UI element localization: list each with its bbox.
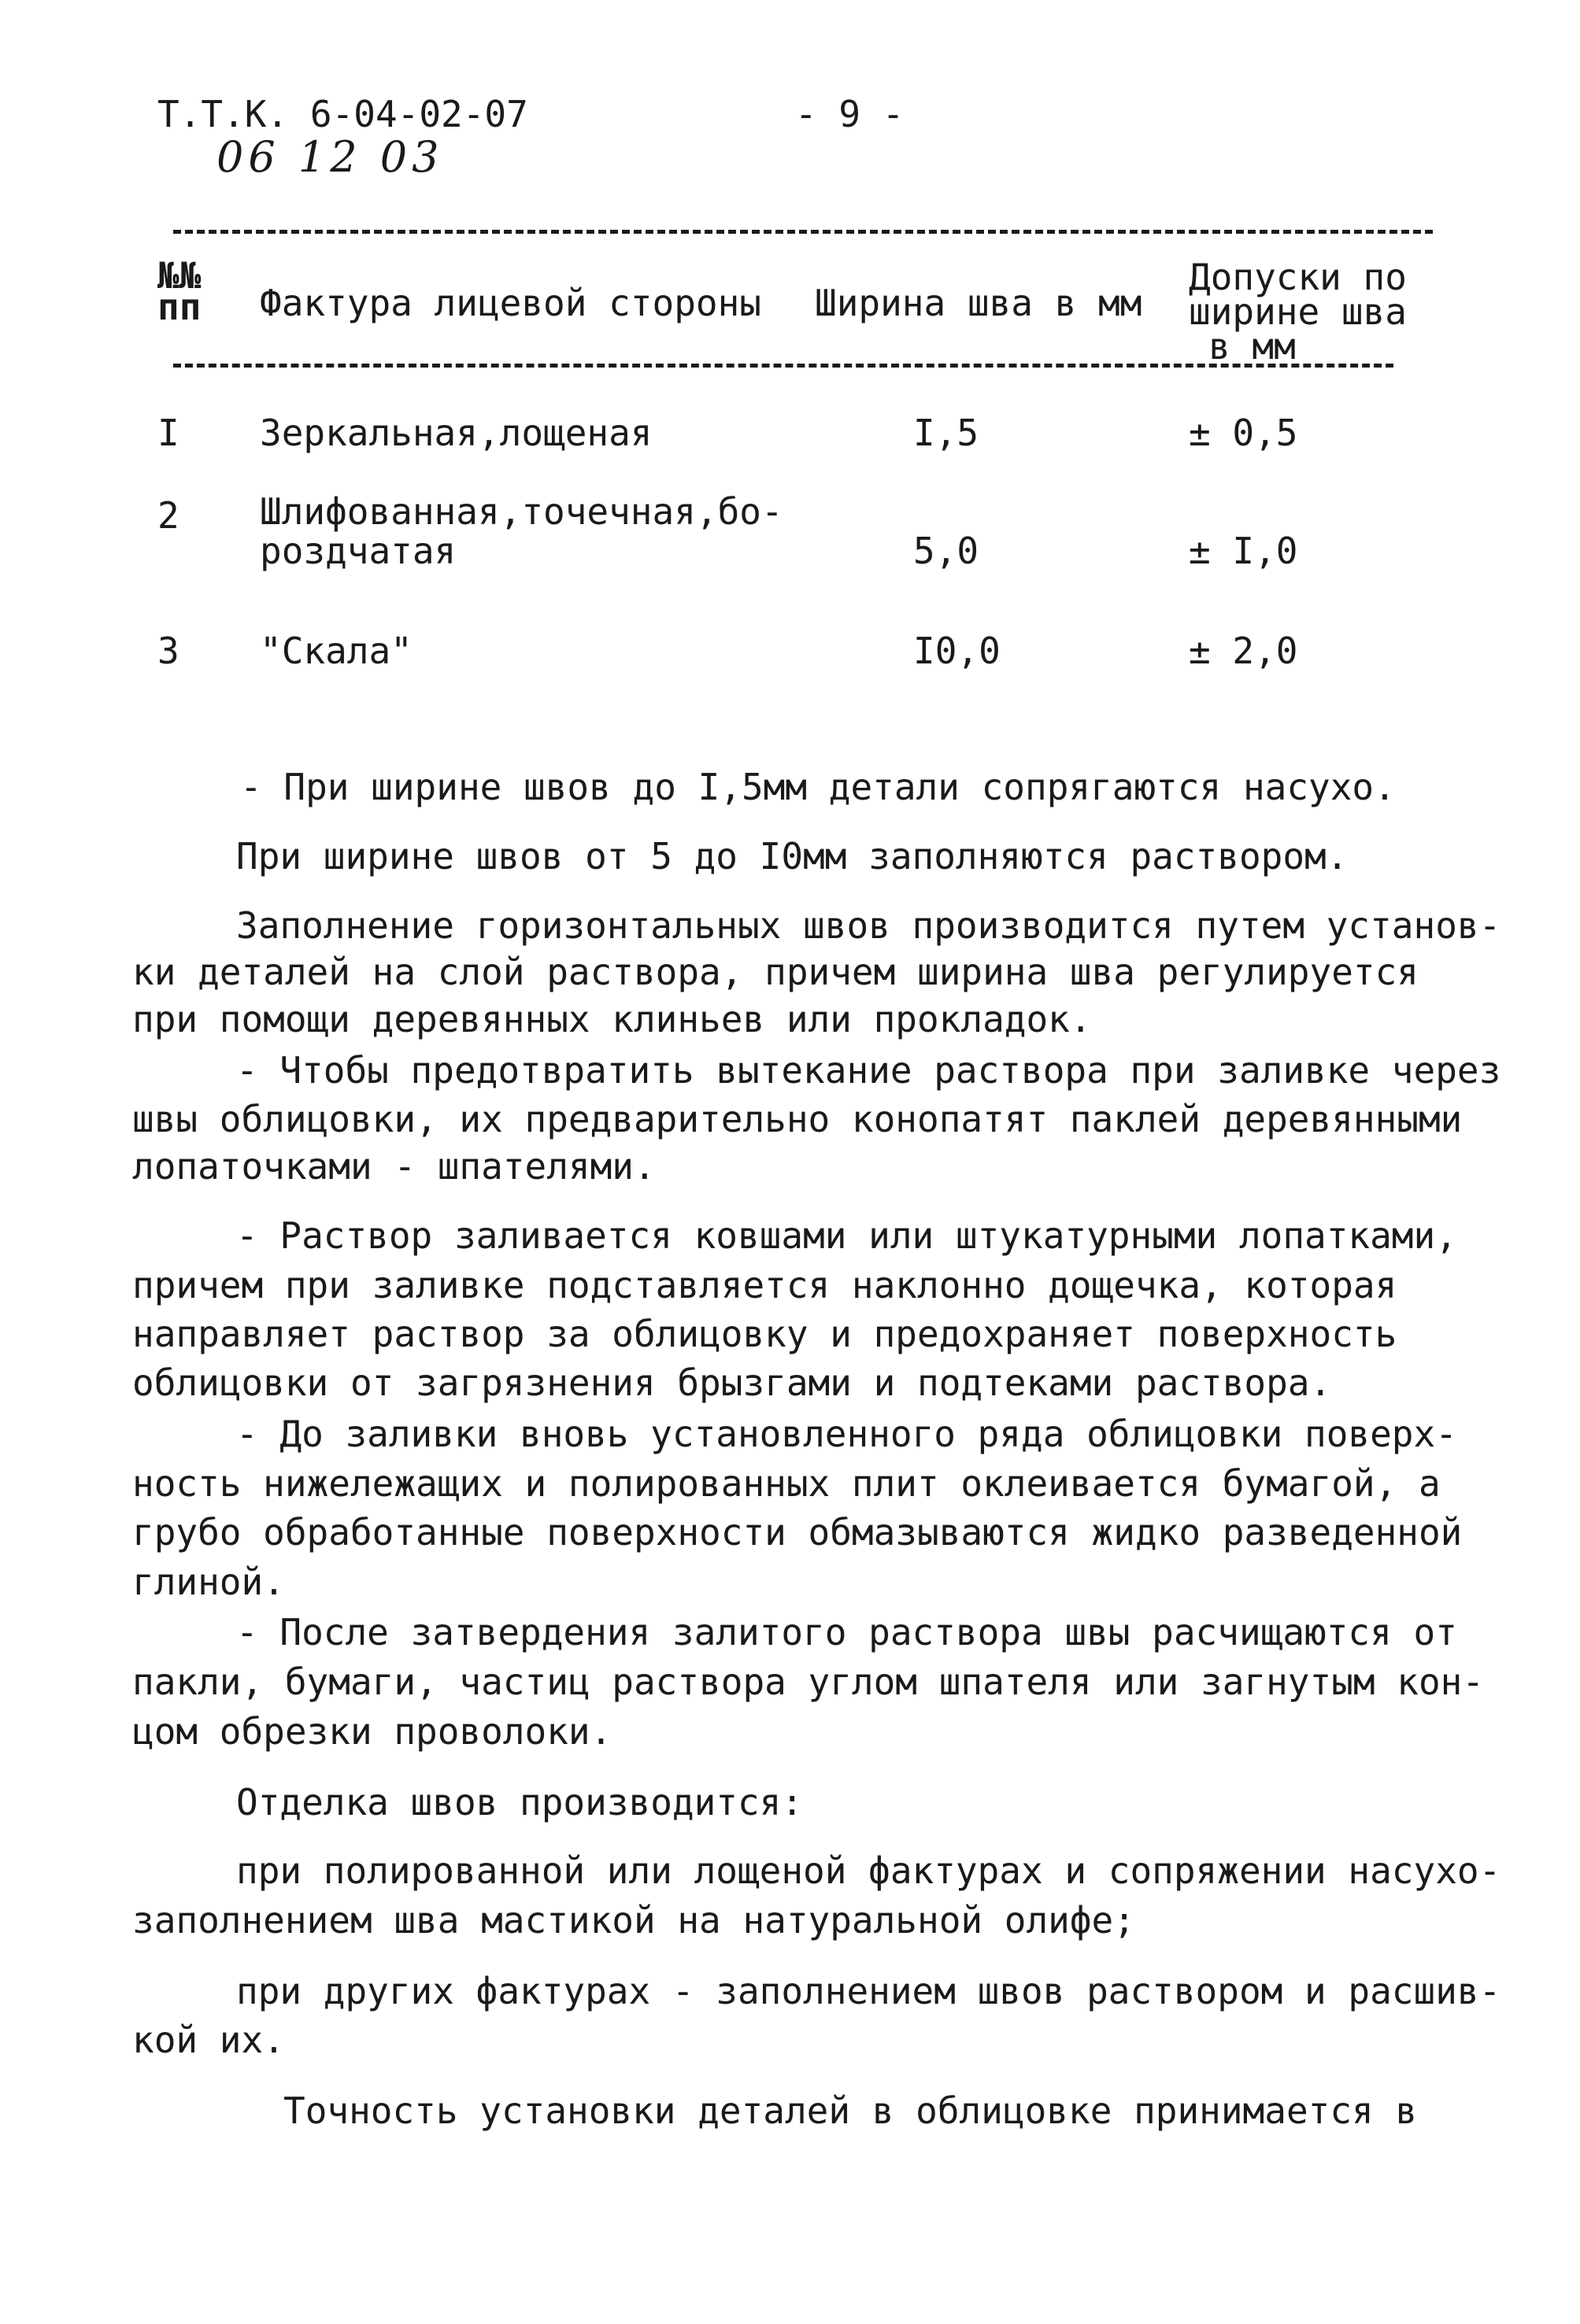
body-line: облицовки от загрязнения брызгами и подтеками раствора. — [132, 1362, 1332, 1404]
row-tolerance: ± 0,5 — [1189, 412, 1298, 454]
row-number: 3 — [157, 630, 179, 672]
document-code: Т.Т.К. 6-04-02-07 — [157, 93, 528, 135]
row-width: I0,0 — [913, 630, 1001, 672]
body-line: причем при заливке подставляется наклонно дощечка, которая — [132, 1264, 1397, 1306]
header-num: №№ пп — [157, 254, 202, 328]
body-line: швы облицовки, их предварительно конопатят паклей деревянными — [132, 1098, 1463, 1140]
body-line: пакли, бумаги, частиц раствора углом шпателя или загнутым кон- — [132, 1661, 1485, 1703]
body-line: ки деталей на слой раствора, причем ширина шва регулируется — [132, 951, 1419, 993]
body-line: направляет раствор за облицовку и предохраняет поверхность — [132, 1313, 1397, 1355]
row-number: I — [157, 412, 179, 454]
body-line: при полированной или лощеной фактурах и сопряжении насухо- — [236, 1849, 1501, 1892]
row-texture: Шлифованная,точечная,бо- роздчатая — [260, 490, 783, 572]
body-line: заполнением шва мастикой на натуральной олифе; — [132, 1899, 1135, 1942]
row-tolerance: ± I,0 — [1189, 530, 1298, 572]
body-line: при других фактурах - заполнением швов раствором и расшив- — [236, 1970, 1501, 2012]
body-line: При ширине швов от 5 до I0мм заполняются раствором. — [236, 835, 1349, 878]
row-width: I,5 — [913, 412, 979, 454]
body-line: цом обрезки проволоки. — [132, 1710, 612, 1753]
body-line: Заполнение горизонтальных швов производится путем установ- — [236, 904, 1501, 947]
row-texture: Зеркальная,лощеная — [260, 412, 653, 454]
row-texture: "Скала" — [260, 630, 413, 672]
body-line: кой их. — [132, 2019, 285, 2061]
row-tolerance: ± 2,0 — [1189, 630, 1298, 672]
body-line: - Чтобы предотвратить вытекание раствора при заливке через — [236, 1049, 1501, 1092]
row-number: 2 — [157, 494, 179, 537]
body-line: глиной. — [132, 1561, 285, 1603]
header-texture: Фактура лицевой стороны — [260, 282, 761, 324]
handwritten-code: 06 12 03 — [216, 132, 444, 182]
body-line: - До заливки вновь установленного ряда облицовки поверх- — [236, 1413, 1457, 1455]
body-line: - Раствор заливается ковшами или штукатурными лопатками, — [236, 1214, 1457, 1257]
row-width: 5,0 — [913, 530, 979, 572]
body-line: лопаточками - шпателями. — [132, 1145, 656, 1188]
body-line: Отделка швов производится: — [236, 1781, 804, 1823]
table-top-rule — [173, 230, 1433, 234]
page-number: - 9 - — [795, 93, 905, 135]
body-line: - При ширине швов до I,5мм детали сопрягаются насухо. — [240, 766, 1396, 808]
body-line: - После затвердения залитого раствора швы расчищаются от — [236, 1611, 1457, 1653]
header-width: Ширина шва в мм — [815, 282, 1142, 324]
body-line: при помощи деревянных клиньев или прокладок. — [132, 998, 1092, 1040]
header-tolerance: Допуски по ширине шва в мм — [1189, 256, 1407, 368]
body-line: грубо обработанные поверхности обмазываются жидко разведенной — [132, 1511, 1463, 1554]
body-line: Точность установки деталей в облицовке принимается в — [283, 2089, 1418, 2132]
body-line: ность нижележащих и полированных плит оклеивается бумагой, а — [132, 1462, 1441, 1505]
table-header-rule — [173, 364, 1393, 368]
